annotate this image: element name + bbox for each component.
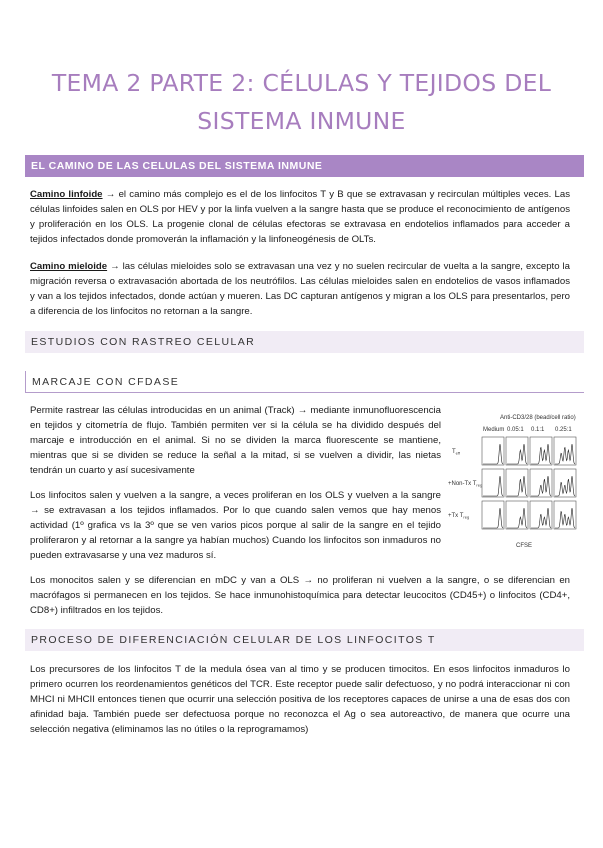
figure-xlabel: CFSE [516,543,533,549]
title-line-2: SISTEMA INMUNE [197,107,406,135]
figure-column-label: 0.05:1 [507,427,524,433]
cfse-histogram-svg [448,411,578,551]
paragraph-cfdase-3: Los monocitos salen y se diferencian en mDC y van a OLS → no proliferan ni vuelven a la sangre, o se diferencian en macrófagos si permanecen en los tejidos. Se hace inmunohistoquímica para detectar leucocitos (CD45+) o linfocitos (CD4+, CD8+) infiltrados en los tejidos. [30,575,570,616]
document-title [20,64,583,140]
text-camino-mieloide: → las células mieloides solo se extravasan una vez y no suelen recircular de vuelta a la sangre, excepto la migración reversa o extravasación abortada de los neutrófilos. Las células mieloides salen en endotelios de vasos inflamados y van a los tejidos infectados, donde actúan y mueren. Las DC capturan antígenos y migran a los OLS para presentarlos, pero a diferencia de los linfocitos no retornan a la sangre. [30,261,571,317]
label-camino-mieloide: Camino mieloide [30,261,108,272]
title-line-1: TEMA 2 PARTE 2: CÉLULAS Y TEJIDOS DEL [51,69,552,97]
paragraph-diferenciacion: Los precursores de los linfocitos T de la medula ósea van al timo y se producen timocitos. En esos linfocitos inmaduros lo primero ocurren los reordenamientos genéticos del TCR. Este receptor puede salir defectuoso, y no podrá interaccionar ni con MHCI ni MHCII entonces tienen que ocurrir una selección positiva de los receptores capaces de unirse a una de esas dos con afinidad baja. También puede ser defectuosa porque no reconozca el Ag o sea autoreactivo, de manera que ocurre una selección negativa (eliminamos las no útiles o la reprogramamos) [30,664,570,735]
figure-title: Anti-CD3/28 (bead/cell ratio) [500,415,576,421]
figure-column-label: 0.1:1 [531,427,545,433]
section-heading-diferenciacion: PROCESO DE DIFERENCIACIÓN CELULAR DE LOS LINFOCITOS T [25,629,584,651]
figure-row-label: +Tx $T_{reg}$ [448,513,470,520]
figure-column-label: 0.25:1 [555,427,572,433]
section-heading-camino: EL CAMINO DE LAS CELULAS DEL SISTEMA INMUNE [25,155,584,177]
figure-row-label: +Non-Tx $T_{reg}$ [448,481,483,488]
paragraph-camino-mieloide [30,259,570,319]
section-heading-cfdase: MARCAJE CON CFDASE [25,371,584,393]
paragraph-cfdase-1: Permite rastrear las células introducidas en un animal (Track) → mediante inmunofluorescencia en tejidos y citometría de flujo. También permiten ver si la célula se ha dividido después del marcaje e introducción en el animal. Si no se dividen la marca fluorescente se mantiene, mientras que si se dividen se reduce la señal a la mitad, si se vuelven a dividir, las nietas tendrán un cuarto y así sucesivamente [30,405,441,476]
section-heading-rastreo: ESTUDIOS CON RASTREO CELULAR [25,331,584,353]
figure-column-label: Medium [483,427,505,433]
figure-row-label: $T_{eff}$ [452,449,461,456]
label-camino-linfoide: Camino linfoide [30,189,103,200]
paragraph-cfdase-2: Los linfocitos salen y vuelven a la sangre, a veces proliferan en los OLS y vuelven a la sangre → se extravasan a los tejidos inflamados. Por lo que cuando salen vemos que hay menos actividad (1º grafica vs la 3º que se ven varios picos porque al salir de la sangre en el tejido proliferaron y al retornar a la sangre ya habían muchos) Cuando los linfocitos son inmaduros no pueden extravasarse y una vez maduros sí. [30,490,441,561]
text-camino-linfoide: → el camino más complejo es el de los linfocitos T y B que se extravasan y recirculan múltiples veces. Las células linfoides salen en OLS por HEV y por la linfa vuelven a la sangre hasta que se produce el reconocimiento de antígenos y proliferación en los OLS. La progenie clonal de células efectoras se extravasa en endotelios inflamados para acceder a tejidos infectados donde promoverán la inflamación y la linfoneogénesis de OLTs. [30,189,571,245]
paragraph-camino-linfoide [30,187,570,247]
cfse-histogram-figure [448,411,578,551]
